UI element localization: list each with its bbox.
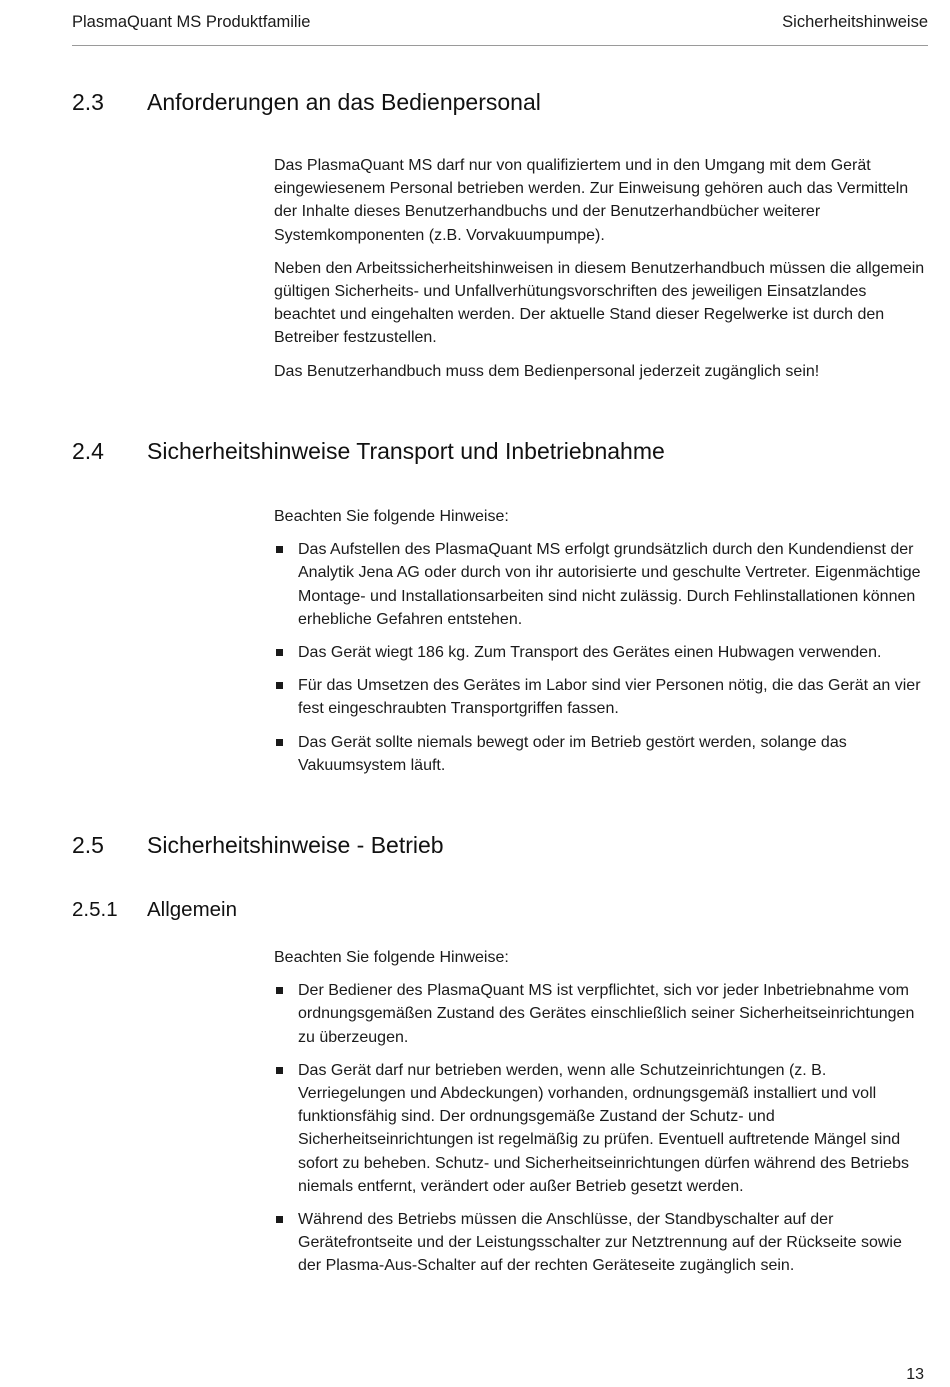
paragraph: Neben den Arbeitssicherheitshinweisen in diesem Benutzerhandbuch müssen die allgemein gültigen Sicherheits- und Unfallverhütungsvorschriften des jeweiligen Einsatzlandes beachtet und eingehalten werden. Der aktuelle Stand dieser Regelwerke ist durch den Betreiber festzustellen.	[274, 259, 925, 347]
section-title: Sicherheitshinweise - Betrieb	[147, 832, 444, 858]
bullet-list	[274, 979, 929, 1277]
section-body-2-3	[274, 154, 929, 393]
list-item	[274, 979, 929, 1049]
header-chapter-title: Sicherheitshinweise	[782, 13, 928, 31]
list-item	[274, 1059, 929, 1198]
intro-text: Beachten Sie folgende Hinweise:	[274, 949, 509, 966]
list-item	[274, 538, 929, 631]
list-item-text: Während des Betriebs müssen die Anschlüsse, der Standbyschalter auf der Gerätefrontseite und der Leistungsschalter zur Netztrennung auf der Rückseite sowie der Plasma-Aus-Schalter auf der rechten Geräteseite zugänglich sein.	[298, 1211, 902, 1275]
bullet-list	[274, 538, 929, 777]
square-bullet-icon	[276, 987, 283, 994]
paragraph: Das Benutzerhandbuch muss dem Bedienpersonal jederzeit zugänglich sein!	[274, 362, 820, 380]
section-number: 2.5	[72, 832, 104, 858]
page-number: 13	[906, 1366, 924, 1383]
subsection-number: 2.5.1	[72, 898, 118, 921]
square-bullet-icon	[276, 1067, 283, 1074]
section-body-2-4	[274, 505, 929, 787]
section-number: 2.4	[72, 438, 104, 464]
list-item-text: Das Gerät darf nur betrieben werden, wenn alle Schutzeinrichtungen (z. B. Verriegelungen und Abdeckungen) vorhanden, ordnungsgemäß installiert und voll funktionsfähig sind. Der ordnungsgemäße Zustand der Schutz- und Sicherheitseinrichtungen ist regelmäßig zu prüfen. Eventuell auftretende Mängel sind sofort zu beheben. Schutz- und Sicherheitseinrichtungen dürfen während des Betriebs niemals entfernt, verändert oder außer Betrieb gesetzt werden.	[298, 1061, 910, 1195]
list-item-text: Das Gerät wiegt 186 kg. Zum Transport des Gerätes einen Hubwagen verwenden.	[298, 644, 882, 662]
list-item-text: Der Bediener des PlasmaQuant MS ist verpflichtet, sich vor jeder Inbetriebnahme vom ordnungsgemäßen Zustand des Gerätes einschließlich seiner Sicherheitseinrichtungen zu überzeugen.	[298, 982, 915, 1046]
section-title: Sicherheitshinweise Transport und Inbetriebnahme	[147, 438, 665, 464]
list-item	[274, 1208, 929, 1278]
header-document-title: PlasmaQuant MS Produktfamilie	[72, 13, 311, 31]
paragraph: Das PlasmaQuant MS darf nur von qualifiziertem und in den Umgang mit dem Gerät eingewiesenem Personal betrieben werden. Zur Einweisung gehören auch das Vermitteln der Inhalte dieses Benutzerhandbuchs und der Benutzerhandbücher weiterer Systemkomponenten (z.B. Vorvakuumpumpe).	[274, 157, 909, 244]
square-bullet-icon	[276, 1216, 283, 1223]
intro-text: Beachten Sie folgende Hinweise:	[274, 508, 509, 525]
square-bullet-icon	[276, 739, 283, 746]
section-number: 2.3	[72, 89, 104, 115]
list-item-text: Das Gerät sollte niemals bewegt oder im Betrieb gestört werden, solange das Vakuumsystem läuft.	[298, 733, 847, 774]
list-item	[274, 641, 929, 664]
list-item-text: Das Aufstellen des PlasmaQuant MS erfolgt grundsätzlich durch den Kundendienst der Analytik Jena AG oder durch von ihr autorisierte und geschulte Vertreter. Eigenmächtige Montage- und Installationsarbeiten sind nicht zulässig. Durch Fehlinstallationen können erhebliche Gefahren entstehen.	[298, 541, 921, 628]
subsection-title: Allgemein	[147, 898, 238, 921]
list-item-text: Für das Umsetzen des Gerätes im Labor sind vier Personen nötig, die das Gerät an vier fest eingeschraubten Transportgriffen fassen.	[298, 677, 921, 718]
square-bullet-icon	[276, 546, 283, 553]
square-bullet-icon	[276, 682, 283, 689]
section-title: Anforderungen an das Bedienpersonal	[147, 89, 541, 115]
list-item	[274, 674, 929, 720]
page-header	[72, 0, 928, 46]
section-body-2-5-1	[274, 946, 929, 1288]
list-item	[274, 731, 929, 777]
square-bullet-icon	[276, 649, 283, 656]
